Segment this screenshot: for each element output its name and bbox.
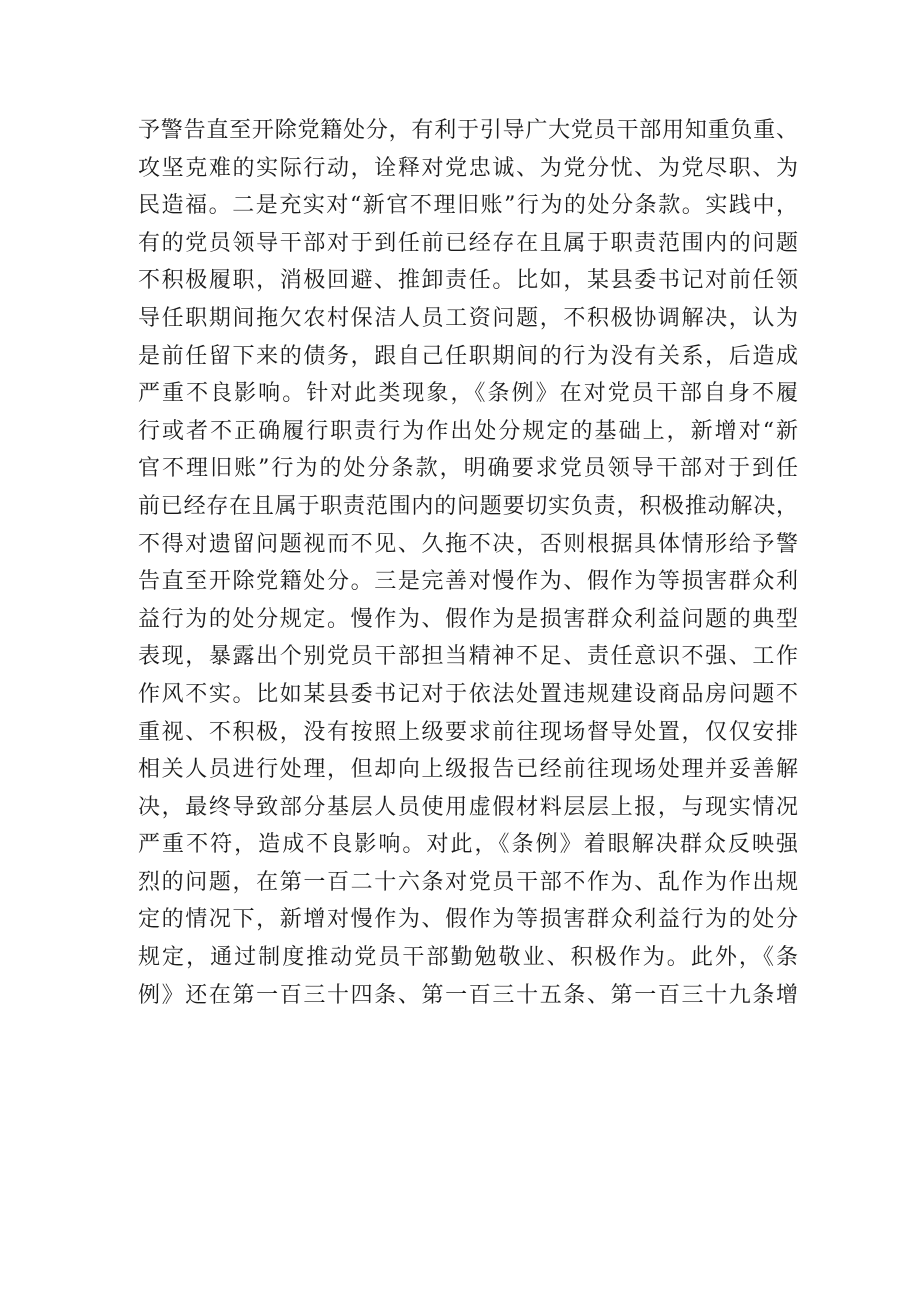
- text-line: 定的情况下，新增对慢作为、假作为等损害群众利益行为的处分: [138, 907, 798, 933]
- text-line: 予警告直至开除党籍处分，有利于引导广大党员干部用知重负重、: [138, 118, 798, 143]
- text-line: 益行为的处分规定。慢作为、假作为是损害群众利益问题的典型: [138, 606, 798, 632]
- text-line: 是前任留下来的债务，跟自己任职期间的行为没有关系，后造成: [138, 343, 798, 369]
- text-line: 例》还在第一百三十四条、第一百三十五条、第一百三十九条增: [138, 982, 798, 1008]
- text-line: 有的党员领导干部对于到任前已经存在且属于职责范围内的问题: [138, 230, 798, 256]
- text-line: 不得对遗留问题视而不见、久拖不决，否则根据具体情形给予警: [138, 531, 798, 557]
- text-line: 严重不符，造成不良影响。对此，《条例》着眼解决群众反映强: [138, 832, 798, 858]
- document-body-text: [138, 112, 798, 1014]
- text-line: 相关人员进行处理，但却向上级报告已经前往现场处理并妥善解: [138, 757, 798, 783]
- text-line: 表现，暴露出个别党员干部担当精神不足、责任意识不强、工作: [138, 644, 798, 670]
- text-line: 重视、不积极，没有按照上级要求前往现场督导处置，仅仅安排: [138, 719, 798, 745]
- text-line: 行或者不正确履行职责行为作出处分规定的基础上，新增对“新: [138, 418, 798, 444]
- text-line: 严重不良影响。针对此类现象，《条例》在对党员干部自身不履: [138, 381, 798, 407]
- text-line: 规定，通过制度推动党员干部勤勉敬业、积极作为。此外，《条: [138, 945, 798, 971]
- text-line: 导任职期间拖欠农村保洁人员工资问题，不积极协调解决，认为: [138, 305, 798, 331]
- text-line: 作风不实。比如某县委书记对于依法处置违规建设商品房问题不: [138, 681, 798, 707]
- text-line: 民造福。二是充实对“新官不理旧账”行为的处分条款。实践中，: [138, 193, 798, 219]
- text-line: 前已经存在且属于职责范围内的问题要切实负责，积极推动解决，: [138, 493, 798, 519]
- text-line: 官不理旧账”行为的处分条款，明确要求党员领导干部对于到任: [138, 456, 798, 482]
- text-line: 决，最终导致部分基层人员使用虚假材料层层上报，与现实情况: [138, 794, 798, 820]
- text-line: 烈的问题，在第一百二十六条对党员干部不作为、乱作为作出规: [138, 869, 798, 895]
- text-line: 攻坚克难的实际行动，诠释对党忠诚、为党分忧、为党尽职、为: [138, 155, 798, 181]
- text-line: 不积极履职，消极回避、推卸责任。比如，某县委书记对前任领: [138, 268, 798, 294]
- text-line: 告直至开除党籍处分。三是完善对慢作为、假作为等损害群众利: [138, 569, 798, 595]
